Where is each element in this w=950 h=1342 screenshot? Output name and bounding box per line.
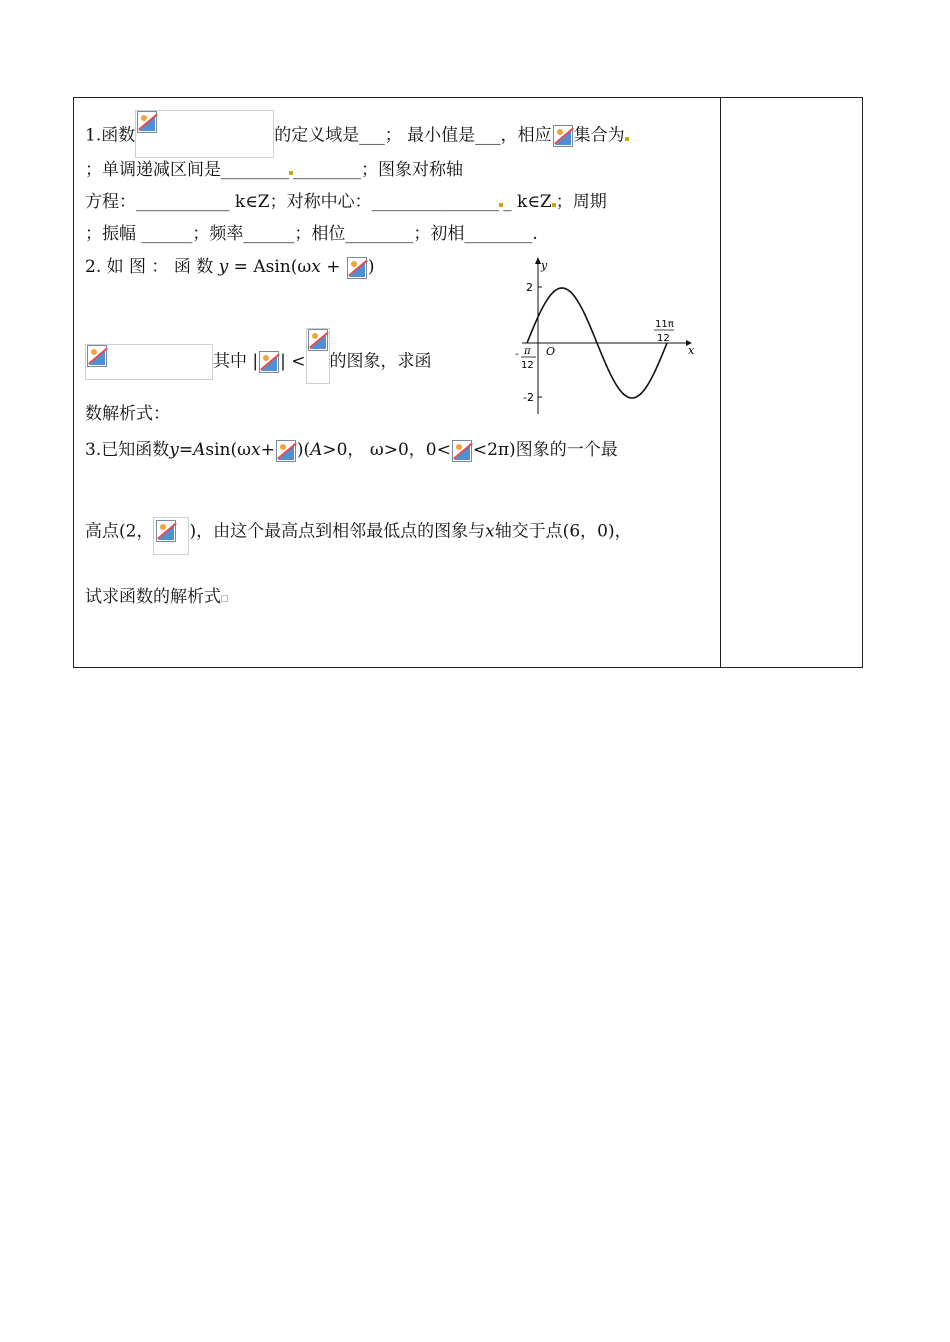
left-tick-denominator: 12 <box>521 360 534 371</box>
q3-text-g: <2π)图象的一个最 <box>472 440 618 460</box>
broken-image-icon <box>553 125 573 147</box>
q1-text-l3b: _ k∈Z <box>503 192 552 212</box>
q1-line-2 <box>85 159 463 181</box>
broken-image-icon <box>347 257 367 279</box>
phase-bound-image <box>306 328 330 384</box>
y-tick-label-top: 2 <box>526 281 533 294</box>
y-tick-label-bottom: -2 <box>523 391 534 404</box>
broken-image-icon <box>452 440 472 462</box>
marker-dot <box>625 137 629 141</box>
q2-text-d: ) <box>367 257 375 277</box>
q1-line-3 <box>85 191 607 213</box>
q3-text-l2a: 高点(2， <box>85 521 154 542</box>
q3-line-3 <box>85 586 228 608</box>
right-tick-denominator: 12 <box>657 333 670 344</box>
broken-image-icon <box>259 351 279 373</box>
amplitude-condition-image <box>85 344 213 380</box>
left-tick-sign: - <box>515 349 519 360</box>
q1-text-a: 1.函数 <box>85 125 136 146</box>
q3-var-x: x <box>250 440 261 460</box>
q3-text-a: 3.已知函数 <box>85 440 170 460</box>
q2-text-l2c: 的图象，求函 <box>329 351 432 372</box>
broken-image-icon <box>156 520 176 542</box>
q3-text-l3: 试求函数的解析式 <box>85 587 221 607</box>
q3-text-l2b: )，由这个最高点到相邻最低点的图象与 <box>189 521 486 542</box>
q3-text-e: )( <box>296 440 311 460</box>
q2-text-l2b: | < <box>280 351 306 372</box>
origin-label: O <box>546 345 556 358</box>
q2-text-b: = Asin(ω <box>233 257 312 277</box>
q3-line-2 <box>85 513 632 551</box>
q1-line-1 <box>85 112 629 160</box>
left-tick-numerator: π <box>524 346 531 357</box>
q1-text-c: 集合为 <box>573 125 625 146</box>
q3-text-b: = <box>178 440 194 460</box>
q2-var-x: x <box>311 257 321 277</box>
q2-text-c: + <box>326 257 341 277</box>
q2-text-l3: 数解析式： <box>85 404 170 424</box>
q1-line-4 <box>85 223 538 245</box>
worksheet-table <box>73 97 863 668</box>
max-value-image <box>153 517 189 555</box>
broken-image-icon <box>137 111 157 133</box>
q2-text-l2a: 其中 | <box>213 351 259 372</box>
q1-text-l4: ；振幅 ______；频率______；相位________；初相________. <box>85 224 538 244</box>
q3-text-c: sin(ω <box>205 440 251 460</box>
q3-var-A2: A <box>310 440 323 460</box>
q1-text-l2a: ；单调递减区间是________ <box>85 160 289 180</box>
end-marker <box>221 595 228 602</box>
broken-image-icon <box>87 345 107 367</box>
table-column-divider <box>720 98 721 667</box>
q1-text-l3a: 方程：___________ k∈Z；对称中心：_______________ <box>85 192 500 212</box>
q1-text-b: 的定义域是___； 最小值是___，相应 <box>274 125 552 146</box>
broken-image-icon <box>276 440 296 462</box>
q3-var-y: y <box>169 440 179 460</box>
q2-line-1 <box>85 256 375 279</box>
q1-text-l3c: ；周期 <box>555 192 607 212</box>
sine-graph <box>514 254 704 416</box>
q3-text-l2c: 轴交于点(6，0)， <box>494 521 632 542</box>
q2-line-2 <box>85 334 432 390</box>
q2-line-3 <box>85 403 170 425</box>
function-formula-image <box>135 110 274 158</box>
q3-text-f: >0， ω>0，0< <box>322 440 451 460</box>
x-axis-label: x <box>688 344 695 357</box>
q3-line-1 <box>85 439 618 462</box>
q2-text-a: 2. 如 图 ： 函 数 <box>85 257 214 277</box>
q3-text-d: + <box>260 440 275 460</box>
q2-var-y: y <box>218 257 229 277</box>
broken-image-icon <box>308 329 328 351</box>
right-tick-numerator: 11π <box>655 319 674 330</box>
q3-var-x2: x <box>485 521 495 542</box>
q1-text-l2b: ________；图象对称轴 <box>293 160 463 180</box>
y-axis-label: y <box>541 259 548 272</box>
q3-var-A: A <box>193 440 206 460</box>
